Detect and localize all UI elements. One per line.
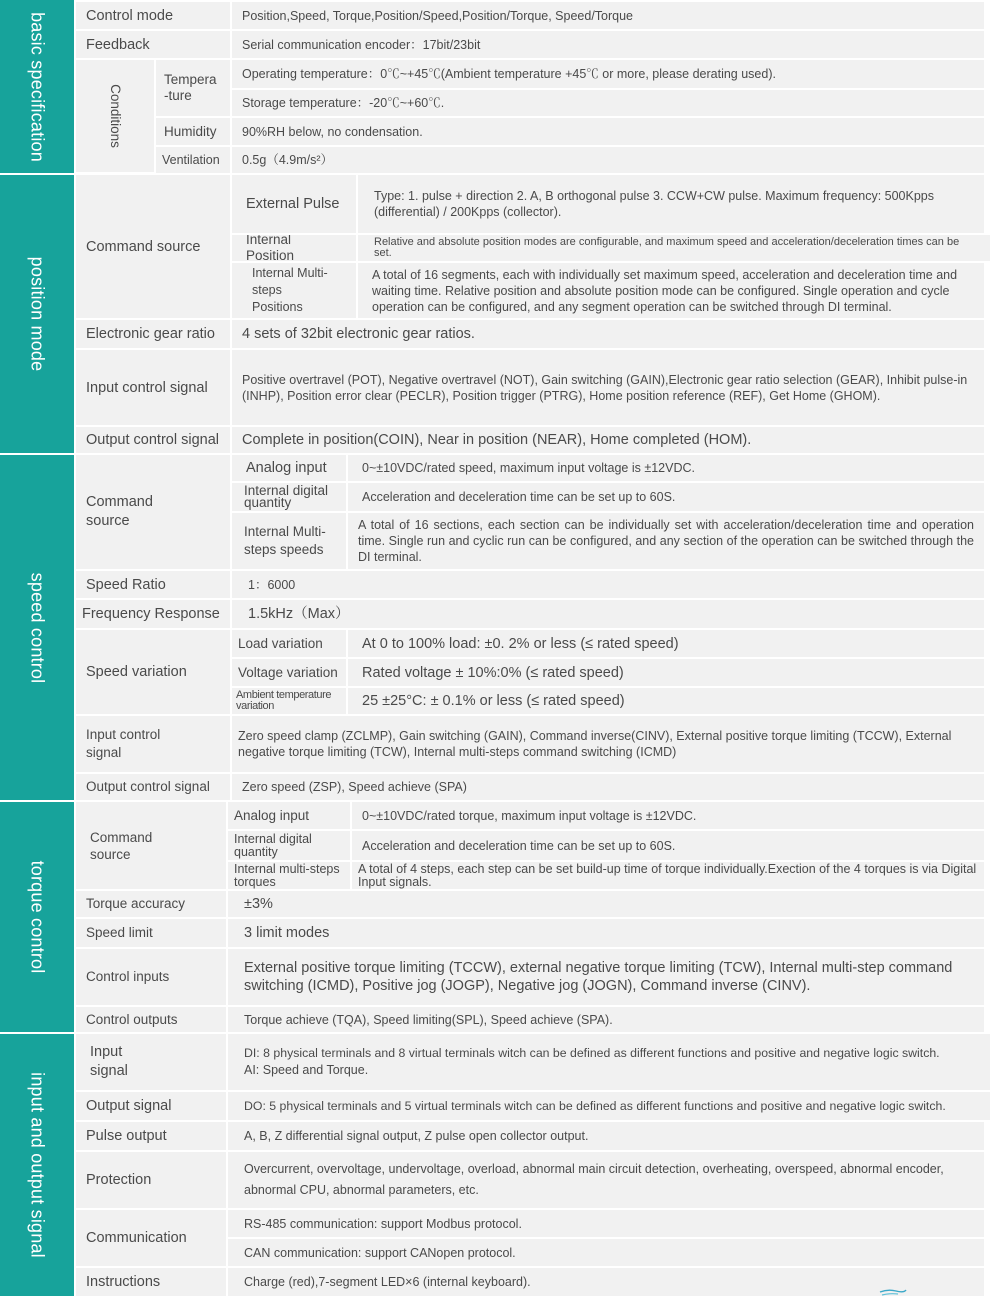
value-input-control: Positive overtravel (POT), Negative overtravel (NOT), Gain switching (GAIN),Electronic gear ratio selection (GEAR), Inhibit pulse-in (INHP), Position error clear (PECLR), Position trigger (PTRG), Home position reference (REF), Get Home (GHOM). [232,350,984,425]
value-frequency-response: 1.5kHz（Max） [232,600,984,628]
label-internal-multisteps: Internal Multi-steps Positions [232,263,356,318]
label-control-inputs: Control inputs [76,949,226,1005]
value-control-mode: Position,Speed, Torque,Position/Speed,Position/Torque, Speed/Torque [232,2,984,29]
label-conditions [76,60,154,172]
label-speed-ratio: Speed Ratio [76,571,230,598]
value-internal-multisteps: A total of 16 segments, each with individually set maximum speed, acceleration and deceleration time and waiting time. Relative position and absolute position mode can be configured. Single operation and cycle operation can be configured, and any segment operation can be switched through DI terminal. [358,263,984,318]
value-output-control: Complete in position(COIN), Near in position (NEAR), Home completed (HOM). [232,427,984,453]
value-voltage-variation: Rated voltage ± 10%:0% (≤ rated speed) [348,659,984,686]
value-feedback: Serial communication encoder：17bit/23bit [232,31,984,58]
label-external-pulse: External Pulse [232,175,356,233]
label-internal-digital: Internal digital quantity [228,831,350,860]
section-title: torque control [27,860,48,974]
label-internal-digital: Internal digital quantity [232,483,346,511]
label-ambient-variation: Ambient temperature variation [232,688,346,714]
value-input-signal-ai: AI: Speed and Torque. [244,1063,369,1077]
label-output-control: Output control signal [76,774,230,800]
label-analog-input: Analog input [232,455,346,481]
value-control-outputs: Torque achieve (TQA), Speed limiting(SPL), Speed achieve (SPA). [228,1007,984,1032]
wave-logo-icon [878,1288,908,1298]
value-control-inputs: External positive torque limiting (TCCW), external negative torque limiting (TCW), Internal multi-step command switching (ICMD), Positive jog (JOGP), Negative jog (JOGN), Command inverse (CINV). [228,949,984,1005]
value-speed-ratio: 1：6000 [232,571,984,598]
label-input-signal: Input signal [76,1034,226,1090]
label-feedback: Feedback [76,31,230,58]
label-output-control: Output control signal [76,427,230,453]
label-input-control: Input control signal [76,716,230,772]
value-storage-temperature: Storage temperature：-20℃~+60℃. [232,90,984,116]
value-external-pulse: Type: 1. pulse + direction 2. A, B orthogonal pulse 3. CCW+CW pulse. Maximum frequency: 500Kpps (differential) / 200Kpps (collector). [358,175,984,233]
section-band [0,175,74,453]
section-title: position mode [27,256,48,372]
label-frequency-response: Frequency Response [76,600,230,628]
section-speed-control [0,455,990,800]
label-temperature: Tempera -ture [156,60,230,116]
value-ventilation: 0.5g（4.9m/s²） [232,147,984,173]
label-speed-limit: Speed limit [76,919,226,947]
section-title: input and output signal [27,1072,48,1258]
label-internal-multisteps: Internal Multi-steps speeds [232,513,346,569]
value-internal-digital: Acceleration and deceleration time can be set up to 60S. [348,483,984,511]
label-load-variation: Load variation [232,630,346,657]
value-humidity: 90%RH below, no condensation. [232,118,984,145]
section-torque-control [0,802,990,1032]
section-band [0,1034,74,1296]
value-speed-limit: 3 limit modes [228,919,984,947]
section-basic-specification [0,0,990,173]
value-communication-rs485: RS-485 communication: support Modbus protocol. [228,1210,984,1237]
label-protection: Protection [76,1152,226,1208]
label-internal-position: Internal Position [232,235,356,261]
label-pulse-output: Pulse output [76,1122,226,1150]
section-band [0,802,74,1032]
value-protection: Overcurrent, overvoltage, undervoltage, overload, abnormal main circuit detection, overheating, overspeed, abnormal encoder, abnormal CPU, abnormal parameters, etc. [228,1152,984,1208]
section-band [0,455,74,800]
value-input-signal-di: DI: 8 physical terminals and 8 virtual terminals witch can be defined as different functions and positive and negative logic switch. [244,1046,940,1060]
section-position-mode [0,175,990,453]
value-gear-ratio: 4 sets of 32bit electronic gear ratios. [232,320,984,348]
label-gear-ratio: Electronic gear ratio [76,320,230,348]
label-control-mode: Control mode [76,2,230,29]
value-communication-can: CAN communication: support CANopen protocol. [228,1239,984,1266]
section-input-output-signal [0,1034,990,1296]
label-humidity: Humidity [156,118,230,145]
label-input-control: Input control signal [76,350,230,425]
label-ventilation: Ventilation [156,147,230,173]
label-command-source: Command source [76,802,226,889]
value-input-signal [228,1034,990,1090]
value-internal-multisteps: A total of 16 sections, each section can be individually set with acceleration/deceleration time and operation time. Single run and cyclic run can be configured, and any section of the operation can be switched through the DI terminal. [348,513,984,569]
value-output-control: Zero speed (ZSP), Speed achieve (SPA) [232,774,984,800]
label-internal-multisteps: Internal multi-steps torques [228,862,350,889]
value-internal-digital: Acceleration and deceleration time can be set up to 60S. [352,831,984,860]
label-analog-input: Analog input [228,802,350,829]
label-speed-variation: Speed variation [76,630,230,714]
value-internal-position: Relative and absolute position modes are configurable, and maximum speed and acceleration/deceleration times can be set. [358,235,990,261]
label-instructions: Instructions [76,1268,226,1296]
value-operating-temperature: Operating temperature：0℃~+45℃(Ambient temperature +45℃ or more, please derating used). [232,60,984,88]
label-command-source: Command source [76,455,230,569]
value-analog-input: 0~±10VDC/rated torque, maximum input voltage is ±12VDC. [352,802,984,829]
value-instructions: Charge (red),7-segment LED×6 (internal keyboard). [228,1268,984,1296]
value-ambient-variation: 25 ±25°C: ± 0.1% or less (≤ rated speed) [348,688,984,714]
section-title: speed control [27,572,48,683]
label-communication: Communication [76,1210,226,1266]
label-control-outputs: Control outputs [76,1007,226,1032]
section-band [0,0,74,173]
value-torque-accuracy: ±3% [228,891,984,917]
value-analog-input: 0~±10VDC/rated speed, maximum input voltage is ±12VDC. [348,455,984,481]
label-output-signal: Output signal [76,1092,226,1120]
value-output-signal: DO: 5 physical terminals and 5 virtual terminals witch can be defined as different functions and positive and negative logic switch. [228,1092,990,1120]
conditions-text: Conditions [107,84,123,148]
label-command-source: Command source [76,175,230,318]
value-pulse-output: A, B, Z differential signal output, Z pulse open collector output. [228,1122,984,1150]
value-load-variation: At 0 to 100% load: ±0. 2% or less (≤ rated speed) [348,630,984,657]
value-input-control: Zero speed clamp (ZCLMP), Gain switching (GAIN), Command inverse(CINV), External positive torque limiting (TCCW), External negative torque limiting (TCW), Internal multi-steps command switching (ICMD) [232,716,984,772]
value-internal-multisteps: A total of 4 steps, each step can be set build-up time of torque individually.Exection of the 4 torques is via Digital Input signals. [352,862,984,889]
label-torque-accuracy: Torque accuracy [76,891,226,917]
section-title: basic specification [27,11,48,162]
label-voltage-variation: Voltage variation [232,659,346,686]
